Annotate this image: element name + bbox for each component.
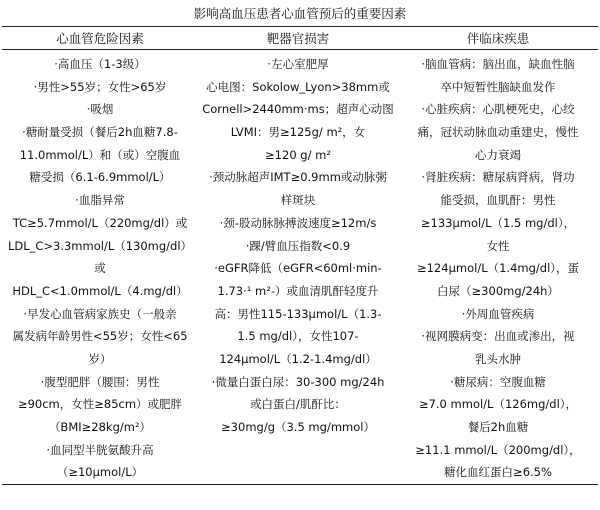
table-line: （BMI≥28kg/m²）	[48, 420, 152, 434]
table-line: 1.73·¹ m²-）或血清肌酐轻度升	[217, 283, 379, 298]
table-header-row	[2, 27, 598, 50]
table-line: ·脑血管病：脑出血，缺血性脑	[421, 57, 575, 71]
table-line: ·颈动脉超声IMT≥0.9mm或动脉粥	[209, 170, 387, 185]
table-line: ·男性>55岁；女性>65岁	[33, 79, 167, 94]
table-line: ·心脏疾病：心肌梗死史，心绞	[421, 102, 575, 117]
table-line: LDL_C>3.3mmol/L（130mg/dl）	[7, 238, 193, 253]
table-line: ≥120 g/ m²	[265, 147, 331, 162]
table-line: 心力衰竭	[475, 147, 521, 162]
table-line: 乳头水肿	[475, 351, 521, 366]
table-line: ·肾脏疾病：糖尿病肾病，肾功	[421, 170, 575, 185]
table-line: ·血脂异常	[75, 193, 125, 208]
table-line: ·吸烟	[86, 102, 114, 117]
table-line: ≥11.1 mmol/L（200mg/dl），	[415, 442, 581, 457]
table-line: 属发病年龄男性<55岁；女性<65	[12, 329, 188, 344]
cell-cardiovascular-risk-factors	[2, 50, 198, 485]
table-line: 1.5 mg/dl），女性107-	[237, 329, 359, 344]
risk-factor-table	[2, 26, 598, 485]
table-line: （≥10μmol/L）	[56, 465, 144, 480]
table-line: 糖化血红蛋白≥6.5%	[444, 465, 552, 480]
table-line: 或	[94, 261, 106, 276]
table-line: TC≥5.7mmol/L（220mg/dl）或	[12, 215, 188, 230]
cell-target-organ-damage	[198, 50, 398, 485]
table-line: ·外周血管疾病	[461, 306, 535, 321]
table-line: ≥30mg/g（3.5 mg/mmol）	[221, 420, 375, 434]
table-line: ≥124μmol/L（1.4mg/dl），蛋	[416, 261, 580, 276]
table-line: 糖受损（6.1-6.9mmol/L）	[29, 170, 171, 185]
table-line: 或白蛋白/肌酐比：	[250, 397, 346, 412]
table-line: ·糖耐量受损（餐后2h血糖7.8-	[22, 125, 178, 140]
table-line: ≥7.0 mmol/L（126mg/dl），	[418, 397, 578, 412]
table-line: 高：男性115-133μmol/L（1.3-	[214, 306, 382, 321]
table-line: 餐后2h血糖	[467, 420, 529, 434]
table-line: Cornell>2440mm·ms；超声心动图	[202, 102, 394, 117]
table-line: ·血同型半胱氨酸升高	[46, 442, 154, 457]
table-line: ·颈-股动脉脉搏波速度≥12m/s	[219, 215, 377, 230]
table-line: 11.0mmol/L）和（或）空腹血	[19, 147, 181, 162]
table-line: ·微量白蛋白尿：30-300 mg/24h	[211, 374, 385, 389]
table-line: 岁）	[88, 351, 112, 366]
table-line: 卒中短暂性脑缺血发作	[440, 79, 556, 94]
table-line: ·左心室肥厚	[267, 57, 329, 71]
table-line: ·踝/臂血压指数<0.9	[245, 238, 351, 253]
cell-clinical-conditions	[398, 50, 598, 485]
header-cardiovascular-risk-factors: 心血管危险因素	[56, 31, 144, 46]
header-clinical-conditions: 伴临床疾患	[466, 31, 530, 46]
table-line: ·高血压（1-3级）	[54, 57, 146, 71]
table-line: ·糖尿病：空腹血糖	[450, 374, 546, 389]
table-line: ≥133μmol/L（1.5 mg/dl），	[420, 215, 576, 230]
table-line: HDL_C<1.0mmol/L（4.mg/dl）	[12, 283, 188, 298]
table-line: ·视网膜病变：出血或渗出，视	[421, 329, 575, 344]
table-line: ·腹型肥胖（腰围：男性	[40, 374, 160, 389]
table-line: ≥90cm，女性≥85cm）或肥胖	[17, 397, 183, 412]
table-line: 女性	[486, 238, 510, 253]
table-line: ·eGFR降低（eGFR<60ml·min-	[214, 261, 382, 276]
table-line: 心电图：Sokolow_Lyon>38mm或	[206, 79, 390, 94]
table-line: ·早发心血管病家族史（一般亲	[23, 306, 177, 321]
table-body-row	[2, 50, 598, 485]
table-line: 痛，冠状动脉血动重建史，慢性	[417, 125, 579, 140]
header-target-organ-damage: 靶器官损害	[266, 31, 330, 46]
table-title: 影响高血压患者心血管预后的重要因素	[193, 6, 407, 21]
table-line: 124μmol/L（1.2-1.4mg/dl）	[219, 351, 377, 366]
table-line: LVMI：男≥125g/ m²，女	[230, 125, 366, 140]
table-line: 能受损，血肌酐：男性	[440, 193, 556, 208]
table-line: 样斑块	[280, 193, 316, 208]
table-line: 白尿（≥300mg/24h）	[437, 283, 559, 298]
